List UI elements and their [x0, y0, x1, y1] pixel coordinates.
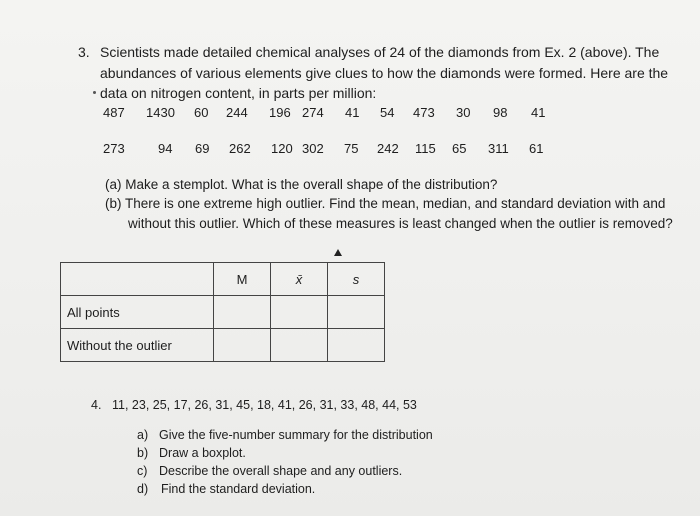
data-value: 75 — [344, 141, 359, 156]
data-value: 120 — [271, 141, 293, 156]
question-3-line-3: data on nitrogen content, in parts per million: — [100, 85, 377, 101]
q4-item-b-letter: b) — [137, 446, 149, 460]
table-header-median: M — [214, 263, 271, 296]
table-header-std-dev: s — [328, 263, 385, 296]
statistics-table — [60, 262, 385, 362]
data-value: 244 — [226, 105, 248, 120]
data-value: 1430 — [146, 105, 175, 120]
table-cell[interactable] — [271, 329, 328, 362]
row-label-without-outlier: Without the outlier — [61, 329, 214, 362]
data-value: 273 — [103, 141, 125, 156]
data-value: 487 — [103, 105, 125, 120]
q4-item-c-text: Describe the overall shape and any outliers. — [159, 464, 403, 478]
table-header-row — [61, 263, 385, 296]
table-cell[interactable] — [214, 329, 271, 362]
q4-item-b-text: Draw a boxplot. — [159, 446, 246, 460]
bullet-dot — [93, 91, 96, 94]
table-header-mean: x̄ — [271, 263, 328, 296]
data-value: 54 — [380, 105, 395, 120]
table-row — [61, 329, 385, 362]
question-3-number: 3. — [78, 44, 90, 60]
data-value: 311 — [488, 141, 509, 156]
data-value: 98 — [493, 105, 508, 120]
q4-item-d-letter: d) — [137, 482, 149, 496]
data-value: 262 — [229, 141, 251, 156]
data-value: 94 — [158, 141, 173, 156]
question-4-data: 11, 23, 25, 17, 26, 31, 45, 18, 41, 26, 31, 33, 48, 44, 53 — [112, 398, 417, 412]
data-row-1 — [0, 105, 700, 123]
table-row — [61, 296, 385, 329]
data-value: 115 — [415, 141, 436, 156]
data-value: 302 — [302, 141, 324, 156]
q4-item-a-text: Give the five-number summary for the distribution — [159, 428, 433, 442]
data-value: 242 — [377, 141, 399, 156]
q4-item-d-text: Find the standard deviation. — [161, 482, 316, 496]
data-value: 473 — [413, 105, 435, 120]
table-header-blank — [61, 263, 214, 296]
data-value: 65 — [452, 141, 467, 156]
question-3-line-2: abundances of various elements give clues to how the diamonds were formed. Here are the — [100, 65, 669, 81]
row-label-all-points: All points — [61, 296, 214, 329]
data-value: 41 — [531, 105, 546, 120]
table-cell[interactable] — [328, 329, 385, 362]
table-cell[interactable] — [328, 296, 385, 329]
part-a-text: (a) Make a stemplot. What is the overall shape of the distribution? — [105, 177, 498, 192]
data-row-2 — [0, 141, 700, 159]
q4-item-a-letter: a) — [137, 428, 149, 442]
table-cell[interactable] — [271, 296, 328, 329]
data-value: 60 — [194, 105, 209, 120]
q4-item-c-letter: c) — [137, 464, 148, 478]
part-b-text-line-1: (b) There is one extreme high outlier. Find the mean, median, and standard deviation with and — [105, 196, 666, 211]
data-value: 61 — [529, 141, 544, 156]
question-3-line-1: Scientists made detailed chemical analyses of 24 of the diamonds from Ex. 2 (above). The — [100, 44, 660, 60]
data-value: 41 — [345, 105, 360, 120]
cursor-arrow-icon — [334, 249, 342, 256]
part-b-text-line-2: without this outlier. Which of these measures is least changed when the outlier is removed? — [128, 216, 673, 231]
table-cell[interactable] — [214, 296, 271, 329]
data-value: 30 — [456, 105, 471, 120]
question-4-number: 4. — [91, 398, 102, 412]
data-value: 69 — [195, 141, 210, 156]
data-value: 274 — [302, 105, 324, 120]
data-value: 196 — [269, 105, 291, 120]
